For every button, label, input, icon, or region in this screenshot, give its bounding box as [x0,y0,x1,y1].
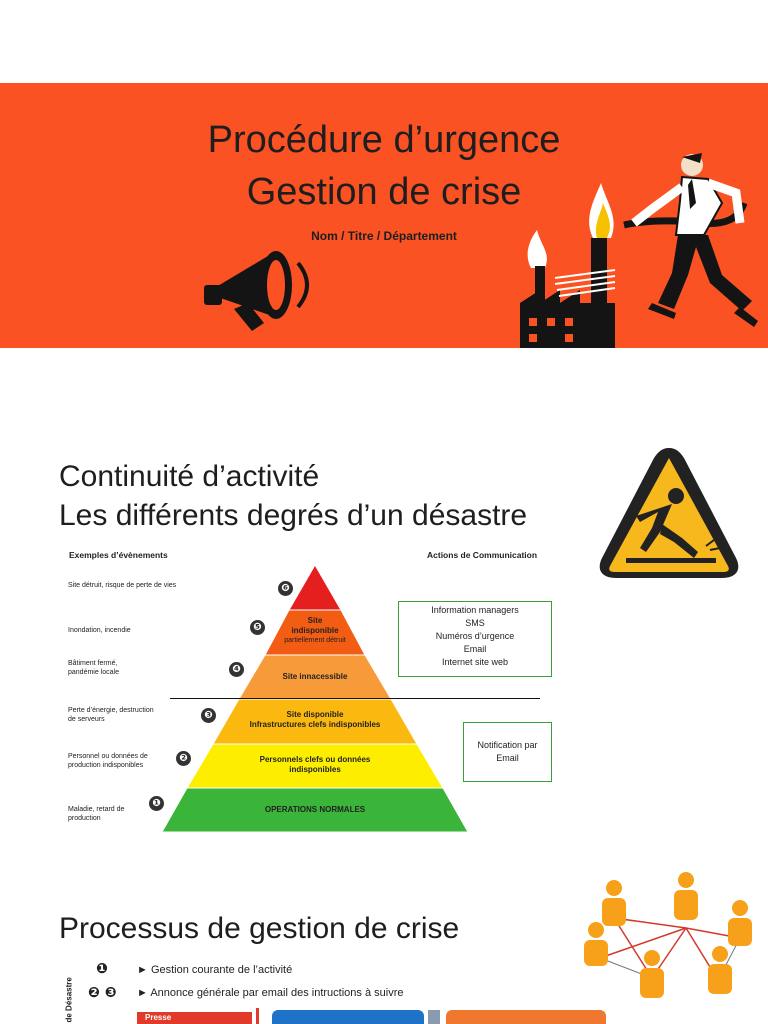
process-title: Processus de gestion de crise [59,912,460,945]
action-item: SMS [465,618,485,628]
pyramid-label-5 [270,616,360,646]
banner-title-line2: Gestion de crise [246,171,522,213]
continuity-title-line1: Continuité d’activité [59,460,320,493]
pyramid-label-3-sub: Infrastructures clefs indisponibles [249,720,381,729]
level-number-5: ❺ [250,620,265,635]
pyramid-label-3-main: Site disponible [286,710,344,719]
pyramid-label-5-main: Site indisponible [291,616,339,635]
action-item: Email [463,644,487,654]
press-connector [256,1008,259,1024]
level-number-4: ❹ [229,662,244,677]
action-item: Notification par [477,740,538,750]
step-number-1: ❶ [96,961,108,977]
pyramid-label-4: Site innacessible [282,672,348,681]
actions-box-bottom [463,722,552,782]
pyramid-level-6 [289,565,341,610]
event-5: Inondation, incendie [68,627,131,634]
flow-connector [428,1010,440,1024]
flow-box-orange [446,1010,606,1024]
actions-header: Actions de Communication [427,550,538,560]
level-number-6: ❻ [278,581,293,596]
factory-fire-icon [515,178,625,348]
event-1: Maladie, retard de production [68,806,125,822]
event-3: Perte d’énergie, destruction de serveurs [68,707,154,723]
level-number-1: ❶ [149,796,164,811]
firefighter-man-icon [612,143,768,348]
banner-subtitle: Nom / Titre / Département [311,229,457,243]
action-item: Email [496,753,519,763]
threshold-line [170,698,540,699]
actions-box-top [398,601,552,677]
banner-title-line1: Procédure d’urgence [207,119,561,161]
flow-box-blue [272,1010,424,1024]
side-label: de Désastre [64,977,74,1023]
action-item: Information managers [431,605,519,615]
level-number-2: ❷ [176,751,191,766]
pyramid-label-3 [230,710,400,730]
press-box: Presse [137,1012,252,1024]
people-network-icon [574,868,768,1024]
step-text-1: ► Gestion courante de l’activité [137,964,293,976]
events-header: Exemples d’évènements [69,550,168,560]
step-text-2: ► Annonce générale par email des intructions à suivre [137,987,404,999]
event-6: Site détruit, risque de perte de vies [68,582,177,589]
pyramid-label-1: OPERATIONS NORMALES [264,805,366,814]
side-label-container [62,975,76,1024]
pyramid-label-5-sub: partiellement détruit [284,637,346,644]
continuity-title-line2: Les différents degrés d’un désastre [59,499,528,532]
level-number-3: ❸ [201,708,216,723]
title-banner [0,83,768,348]
event-4: Bâtiment fermé, pandémie locale [68,660,119,676]
action-item: Internet site web [441,657,509,667]
pyramid-label-2: Personnels clefs ou données indisponibles [259,755,371,774]
action-item: Numéros d’urgence [435,631,515,641]
slippery-floor-warning-icon [596,442,742,584]
event-2: Personnel ou données de production indisponibles [68,753,148,769]
megaphone-icon [198,223,328,341]
step-number-2-3: ❷ ❸ [88,985,117,1001]
